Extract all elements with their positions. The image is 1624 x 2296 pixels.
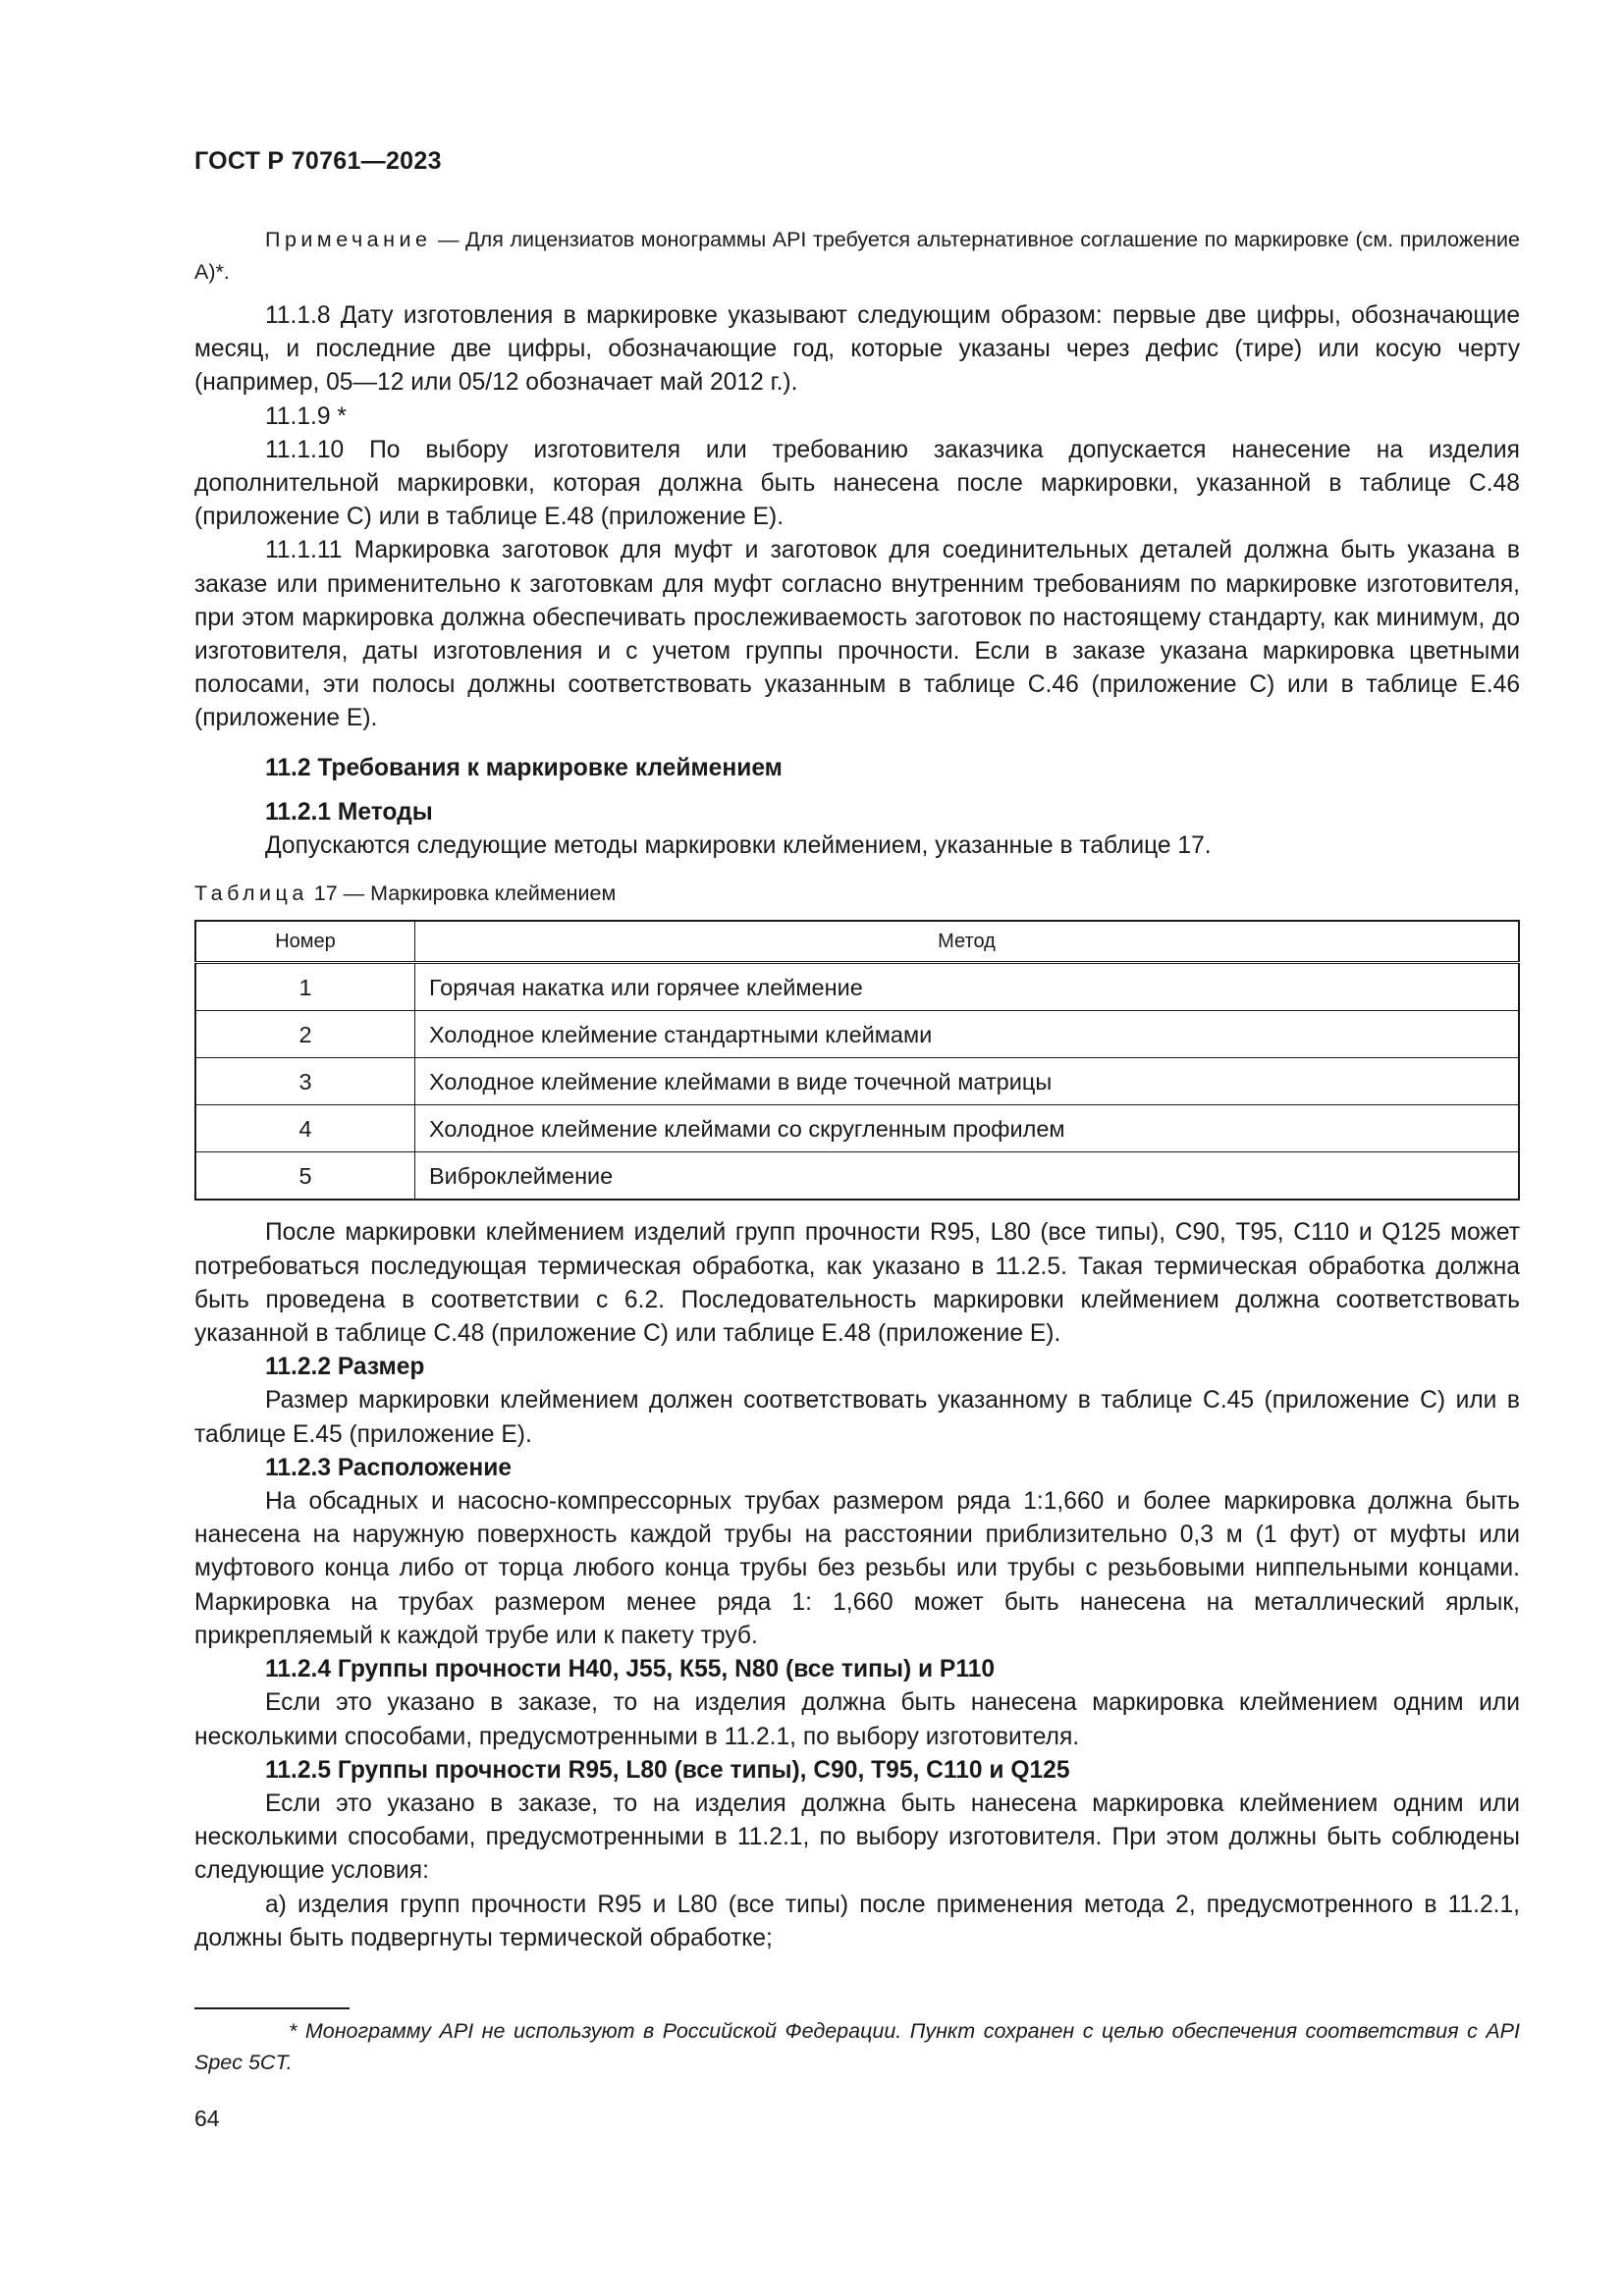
heading-11-2: 11.2 Требования к маркировке клеймением <box>265 754 783 781</box>
table-row <box>195 963 1519 1011</box>
row-number: 5 <box>195 1152 415 1201</box>
paragraph-11-1-10: 11.1.10 По выбору изготовителя или требованию заказчика допускается нанесение на изделия дополнительной маркировки, которая должна быть нанесена после маркировки, указанной в таблице С.48 (приложение С) или в таблице Е.48 (приложение Е). <box>194 436 1520 531</box>
table-row <box>195 1058 1519 1105</box>
methods-table <box>194 920 1520 1201</box>
table-row <box>195 1152 1519 1201</box>
table-header-row <box>195 921 1519 963</box>
table-caption-text: 17 — Маркировка клеймением <box>307 881 617 906</box>
row-number: 4 <box>195 1105 415 1152</box>
table-row <box>195 1105 1519 1152</box>
row-method: Горячая накатка или горячее клеймение <box>415 963 1520 1011</box>
row-method: Виброклеймение <box>415 1152 1520 1201</box>
paragraph-11-2-4: Если это указано в заказе, то на изделия должна быть нанесена маркировка клеймением одним или несколькими способами, предусмотренными в 11.2.1, по выбору изготовителя. <box>194 1689 1520 1750</box>
paragraph-after-table: После маркировки клеймением изделий групп прочности R95, L80 (все типы), С90, Т95, С110 и Q125 может потребоваться последующая термическая обработка, как указано в 11.2.5. Такая термическая обработка должна быть проведена в соответствии с 6.2. Последовательность маркировки клеймением должна соответствовать указанной в таблице С.48 (приложение С) или таблице Е.48 (приложение Е). <box>194 1219 1520 1348</box>
heading-11-2-5: 11.2.5 Группы прочности R95, L80 (все типы), С90, Т95, С110 и Q125 <box>265 1756 1070 1784</box>
paragraph-11-1-9: 11.1.9 * <box>265 402 347 430</box>
note-label: Примечание <box>265 228 432 251</box>
row-number: 3 <box>195 1058 415 1105</box>
heading-11-2-3: 11.2.3 Расположение <box>265 1454 512 1481</box>
paragraph-11-2-3: На обсадных и насосно-компрессорных трубах размером ряда 1:1,660 и более маркировка должна быть нанесена на наружную поверхность каждой трубы на расстоянии приблизительно 0,3 м (1 фут) от муфты или муфтового конца либо от торца любого конца трубы без резьбы или трубы с резьбовыми ниппельными концами. Маркировка на трубах размером менее ряда 1: 1,660 может быть нанесена на металлический ярлык, прикрепляемый к каждой трубе или к пакету труб. <box>194 1488 1520 1649</box>
heading-11-2-4: 11.2.4 Группы прочности Н40, J55, К55, N80 (все типы) и Р110 <box>265 1656 995 1683</box>
row-method: Холодное клеймение клеймами в виде точечной матрицы <box>415 1058 1520 1105</box>
list-item-a: а) изделия групп прочности R95 и L80 (все типы) после применения метода 2, предусмотренного в 11.2.1, должны быть подвергнуты термической обработке; <box>194 1891 1520 1951</box>
paragraph-11-2-2: Размер маркировки клеймением должен соответствовать указанному в таблице С.45 (приложение С) или в таблице Е.45 (приложение Е). <box>194 1387 1520 1448</box>
heading-11-2-1: 11.2.1 Методы <box>265 798 433 826</box>
paragraph-11-1-8: 11.1.8 Дату изготовления в маркировке указывают следующим образом: первые две цифры, обозначающие месяц, и последние две цифры, обозначающие год, которые указаны через дефис (тире) или косую черту (например, 05—12 или 05/12 обозначает май 2012 г.). <box>194 302 1520 397</box>
paragraph-11-1-11: 11.1.11 Маркировка заготовок для муфт и заготовок для соединительных деталей должна быть указана в заказе или применительно к заготовкам для муфт согласно внутренним требованиям по маркировке изготовителя, при этом маркировка должна обеспечивать прослеживаемость заготовок по настоящему стандарту, как минимум, до изготовителя, даты изготовления и с учетом группы прочности. Если в заказе указана маркировка цветными полосами, эти полосы должны соответствовать указанным в таблице С.46 (приложение С) или в таблице Е.46 (приложение Е). <box>194 537 1520 732</box>
column-header-number: Номер <box>195 921 415 963</box>
row-number: 2 <box>195 1011 415 1058</box>
document-body <box>194 224 1520 1955</box>
heading-11-2-2: 11.2.2 Размер <box>265 1354 425 1381</box>
note-text: — Для лицензиатов монограммы API требуется альтернативное соглашение по маркировке (см. приложение А)*. <box>194 228 1520 284</box>
row-method: Холодное клеймение стандартными клеймами <box>415 1011 1520 1058</box>
table-caption <box>194 877 1520 910</box>
paragraph-11-2-1: Допускаются следующие методы маркировки клеймением, указанные в таблице 17. <box>265 832 1212 860</box>
table-caption-label: Таблица <box>194 881 308 906</box>
row-number: 1 <box>195 963 415 1011</box>
page-number: 64 <box>194 2106 220 2131</box>
paragraph-11-2-5: Если это указано в заказе, то на изделия должна быть нанесена маркировка клеймением одним или несколькими способами, предусмотренными в 11.2.1, по выбору изготовителя. При этом должны быть соблюдены следующие условия: <box>194 1789 1520 1885</box>
column-header-method: Метод <box>415 921 1520 963</box>
row-method: Холодное клеймение клеймами со скругленным профилем <box>415 1105 1520 1152</box>
document-header: ГОСТ Р 70761—2023 <box>194 147 442 175</box>
footnote: * Монограмму API не используют в Российской Федерации. Пункт сохранен с целью обеспечения соответствия с API Spec 5CT. <box>194 2019 1520 2074</box>
table-row <box>195 1011 1519 1058</box>
note <box>194 224 1520 289</box>
footnote-divider <box>194 2007 350 2009</box>
